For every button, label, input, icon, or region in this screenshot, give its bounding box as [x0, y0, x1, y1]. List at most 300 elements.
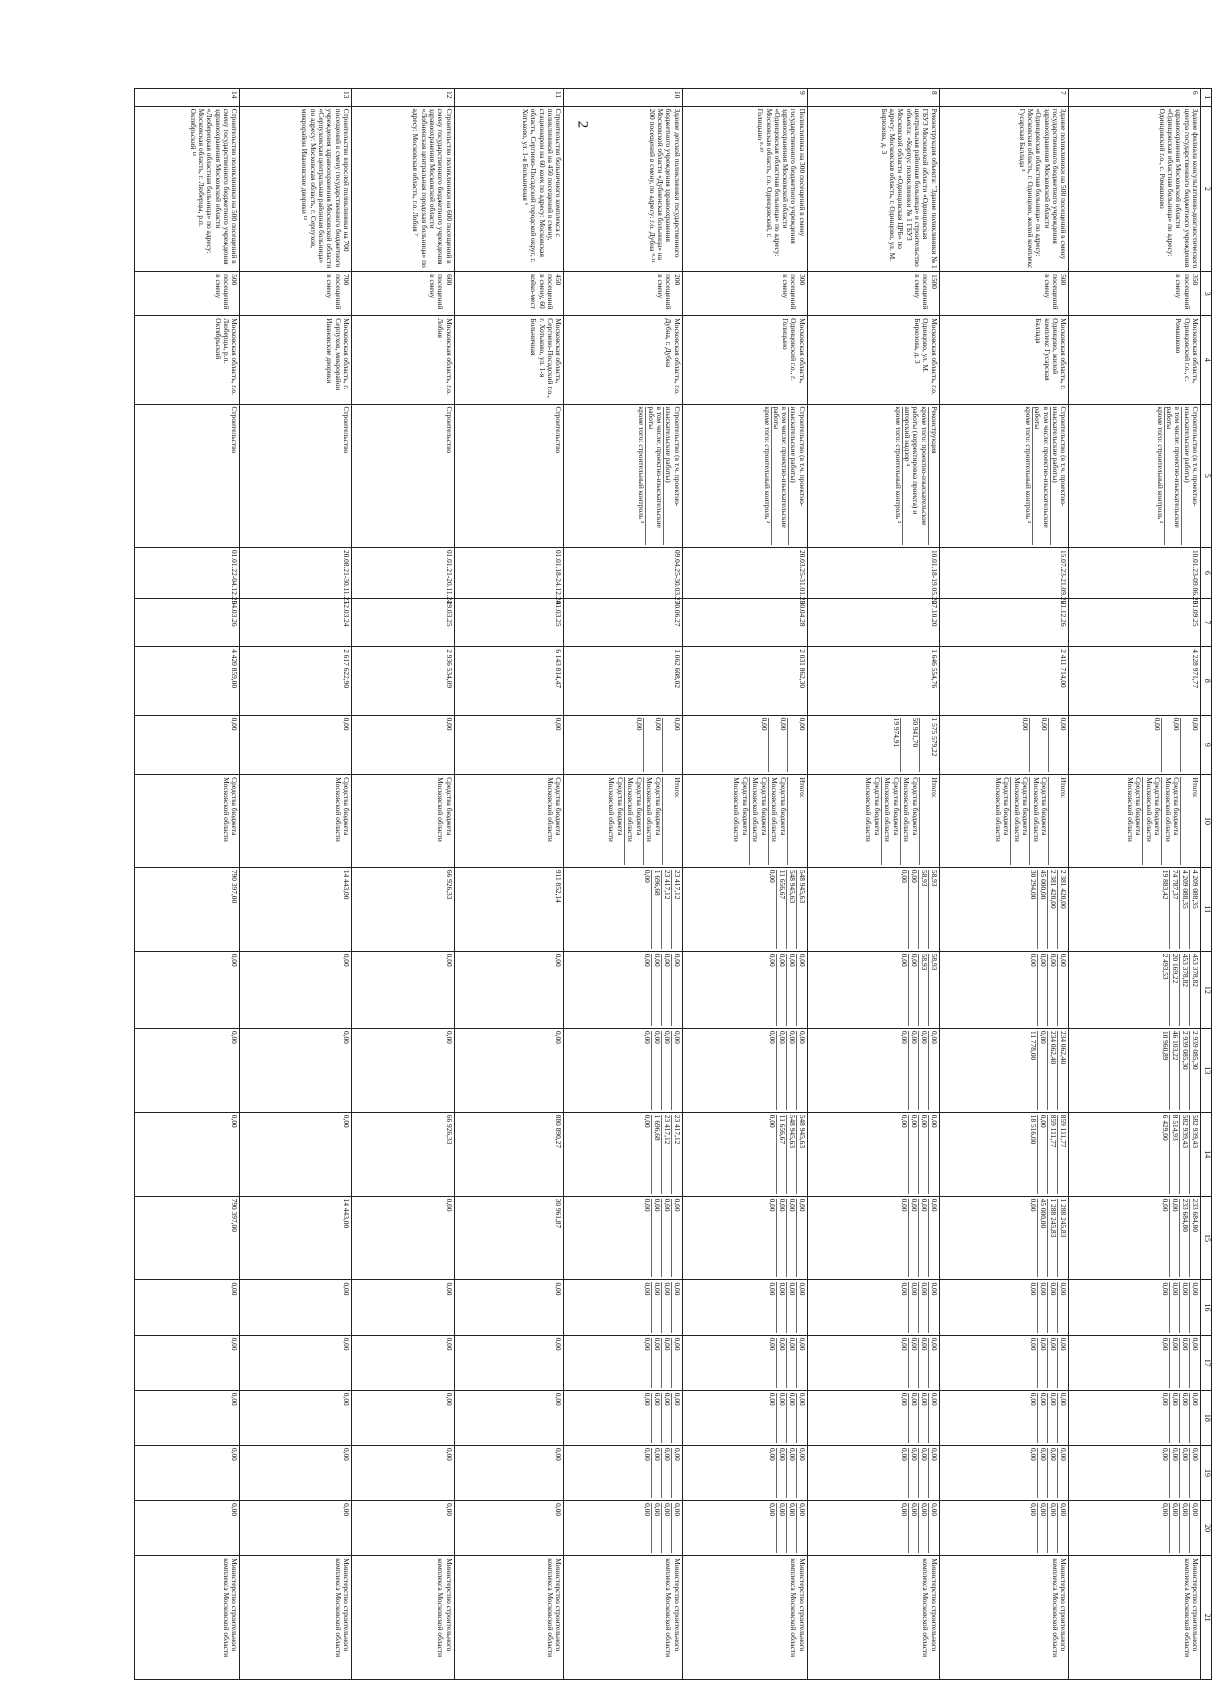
- amount-c14-line: 0,00: [230, 1114, 240, 1128]
- funding-source: [454, 775, 564, 868]
- amount-c13: [564, 1028, 682, 1112]
- work-type-line: Строительство (в т.ч. проектно-изыскательские работы): [664, 406, 682, 507]
- amount-c20-line: 0,00: [230, 1503, 240, 1517]
- amount-c13: [807, 1028, 939, 1112]
- estimated-cost: 1 646 554,76: [807, 647, 939, 715]
- amount-c16-line: 0,00: [662, 1282, 672, 1332]
- amount-c13-line: 0,00: [777, 1031, 787, 1110]
- amount-c20-line: 0,00: [777, 1503, 787, 1553]
- amount-c18-line: 0,00: [672, 1392, 682, 1406]
- column-number-row: [1201, 89, 1212, 1680]
- funded-amount-line: 0,00: [1191, 717, 1200, 731]
- work-type: [1069, 404, 1201, 547]
- amount-c15-line: 0,00: [929, 1198, 939, 1212]
- amount-c13-line: 0,00: [444, 1030, 454, 1044]
- amount-c14-line: 0,00: [919, 1115, 929, 1194]
- funded-amount-line: 19 974,91: [882, 718, 901, 773]
- amount-c17-line: 0,00: [899, 1338, 909, 1388]
- amount-c13-line: 11 778,00: [1028, 1031, 1038, 1110]
- amount-c18-line: 0,00: [1059, 1392, 1069, 1406]
- amount-c19-line: 0,00: [797, 1447, 807, 1461]
- amount-c14-line: 0,00: [1038, 1115, 1048, 1194]
- amount-c13: [240, 1028, 352, 1112]
- amount-c16: [682, 1280, 807, 1335]
- work-dates: 01.01.22-04.12.25: [135, 547, 240, 598]
- amount-c19: [939, 1445, 1069, 1500]
- amount-c13-line: 0,00: [787, 1031, 797, 1110]
- funded-amount: [807, 715, 939, 775]
- funded-amount-line: 0,00: [1162, 718, 1181, 773]
- amount-c15-line: 0,00: [777, 1199, 787, 1278]
- amount-c15: [1069, 1196, 1201, 1280]
- amount-c15-line: 0,00: [444, 1198, 454, 1212]
- amount-c15-line: 233 684,80: [1191, 1198, 1200, 1232]
- object-capacity: 350 посещений в смену: [1069, 272, 1201, 316]
- column-number-19: 19: [1201, 1445, 1212, 1500]
- column-number-8: 8: [1201, 647, 1212, 715]
- amount-c18: [807, 1390, 939, 1445]
- amount-c12-line: 0,00: [444, 953, 454, 967]
- amount-c18: [135, 1390, 240, 1445]
- amount-c12-line: 2 493,53: [1160, 954, 1170, 1026]
- table-row: [351, 89, 454, 1680]
- column-number-7: 7: [1201, 598, 1212, 647]
- amount-c19-line: 0,00: [444, 1447, 454, 1461]
- amount-c15: [682, 1196, 807, 1280]
- amount-c13-line: 234 062,40: [1048, 1031, 1058, 1110]
- object-capacity: 700 посещений в смену: [240, 272, 352, 316]
- amount-c16: [135, 1280, 240, 1335]
- amount-c15-line: 1 288 245,83: [1059, 1198, 1069, 1238]
- amount-c13-line: 2 939 085,30: [1180, 1031, 1190, 1110]
- amount-c19: [351, 1445, 454, 1500]
- work-type-line: Реконструкция: [929, 406, 939, 454]
- amount-c13-line: 0,00: [662, 1031, 672, 1110]
- amount-c18-line: 0,00: [642, 1393, 652, 1443]
- amount-c14-line: 23 417,12: [662, 1115, 672, 1194]
- estimated-cost: 2 411 714,00: [939, 647, 1069, 715]
- funded-amount-line: 0,00: [750, 718, 769, 773]
- amount-c16-line: 0,00: [1048, 1282, 1058, 1332]
- amount-c18-line: 0,00: [554, 1392, 564, 1406]
- amount-c13: [1069, 1028, 1201, 1112]
- amount-c11-line: 23 417,12: [662, 870, 672, 949]
- funding-source-line: Средства бюджета Московской области: [769, 777, 788, 865]
- amount-c16: [351, 1280, 454, 1335]
- amount-c13-line: 0,00: [341, 1030, 351, 1044]
- funded-amount: [1069, 715, 1201, 775]
- amount-c20: [682, 1501, 807, 1556]
- object-capacity: 1500 посещений в смену: [807, 272, 939, 316]
- funding-source: [564, 775, 682, 868]
- amount-c12-line: 0,00: [767, 954, 777, 1026]
- amount-c11: [454, 867, 564, 951]
- amount-c16-line: 0,00: [341, 1282, 351, 1296]
- amount-c11-line: 0,00: [909, 870, 919, 949]
- work-type-line: в том числе: проектно-изыскательские работы: [646, 407, 664, 545]
- amount-c12-line: 0,00: [787, 954, 797, 1026]
- column-number-12: 12: [1201, 951, 1212, 1028]
- amount-c11: [240, 867, 352, 951]
- customer: Министерство строительного комплекса Московской области: [351, 1556, 454, 1680]
- funded-amount-line: 0,00: [672, 717, 682, 731]
- amount-c19: [564, 1445, 682, 1500]
- amount-c12-line: 0,00: [672, 953, 682, 967]
- amount-c19: [1069, 1445, 1201, 1500]
- amount-c13-line: 0,00: [909, 1031, 919, 1110]
- amount-c15-line: 0,00: [642, 1199, 652, 1278]
- amount-c12-line: 0,00: [230, 953, 240, 967]
- funding-source-line: Средства бюджета Московской области: [750, 777, 769, 865]
- opening-date: 01.09.25: [1069, 598, 1201, 647]
- estimated-cost: 4 420 859,00: [135, 647, 240, 715]
- amount-c14: [682, 1112, 807, 1196]
- object-name: Строительство поликлиники на 500 посещений в смену государственного бюджетного учреждения здравоохранения Московской области «Люберецкая областная больница» по адресу: Московская область, г. Люберцы, р.п. Октябрьский ¹³: [135, 106, 240, 271]
- amount-c19: [807, 1445, 939, 1500]
- amount-c14-line: 18 516,00: [1028, 1115, 1038, 1194]
- column-number-15: 15: [1201, 1196, 1212, 1280]
- amount-c18-line: 0,00: [444, 1392, 454, 1406]
- amount-c16: [240, 1280, 352, 1335]
- amount-c14-line: 0,00: [899, 1115, 909, 1194]
- funding-source-line: Средства бюджета Московской области: [731, 777, 750, 865]
- amount-c17-line: 0,00: [1028, 1338, 1038, 1388]
- amount-c15-line: 790 397,00: [230, 1198, 240, 1232]
- amount-c17: [807, 1335, 939, 1390]
- funding-source-line: Итого:: [929, 777, 939, 798]
- amount-c11-line: 790 397,00: [230, 869, 240, 904]
- amount-c11-line: 0,00: [899, 870, 909, 949]
- amount-c17-line: 0,00: [1180, 1338, 1190, 1388]
- amount-c15-line: 0,00: [1160, 1199, 1170, 1278]
- column-number-10: 10: [1201, 775, 1212, 868]
- amount-c15-line: 0,00: [899, 1199, 909, 1278]
- object-address: Московская область, г.о. Дубна, г. Дубна: [564, 316, 682, 404]
- funded-amount-line: 0,00: [644, 718, 663, 773]
- column-number-4: 4: [1201, 316, 1212, 404]
- amount-c13-line: 0,00: [797, 1030, 807, 1044]
- amount-c20-line: 0,00: [1048, 1503, 1058, 1553]
- opening-date: 21.12.26: [939, 598, 1069, 647]
- estimated-cost: 2 936 534,09: [351, 647, 454, 715]
- estimated-cost: 2 031 862,30: [682, 647, 807, 715]
- work-type: [807, 404, 939, 547]
- amount-c15-line: 0,00: [919, 1199, 929, 1278]
- amount-c18-line: 0,00: [787, 1393, 797, 1443]
- amount-c11-line: 2 381 420,00: [1048, 870, 1058, 949]
- estimated-cost: 2 617 622,90: [240, 647, 352, 715]
- amount-c12: [1069, 951, 1201, 1028]
- amount-c13-line: 0,00: [642, 1031, 652, 1110]
- amount-c14-line: 1 696,68: [652, 1115, 662, 1194]
- amount-c19-line: 0,00: [1191, 1447, 1200, 1461]
- amount-c12-line: 0,00: [1059, 953, 1069, 967]
- amount-c19-line: 0,00: [1048, 1448, 1058, 1498]
- funded-amount: [939, 715, 1069, 775]
- amount-c16-line: 0,00: [899, 1282, 909, 1332]
- amount-c19-line: 0,00: [767, 1448, 777, 1498]
- amount-c15-line: 0,00: [672, 1198, 682, 1212]
- amount-c14: [1069, 1112, 1201, 1196]
- amount-c14: [939, 1112, 1069, 1196]
- object-name: Здание поликлиники на 500 посещений в смену государственного бюджетного учреждения здравоохранения Московской области «Одинцовская областная больница» по адресу: Московская область, г. Одинцово, жилой комплекс Гусарская Баллада ³: [939, 106, 1069, 271]
- amount-c16-line: 0,00: [1038, 1282, 1048, 1332]
- column-number-20: 20: [1201, 1501, 1212, 1556]
- object-capacity: 450 посещений в смену, 60 койко-мест: [454, 272, 564, 316]
- amount-c11: [351, 867, 454, 951]
- amount-c13: [454, 1028, 564, 1112]
- amount-c15-line: 0,00: [1028, 1199, 1038, 1278]
- amount-c13: [682, 1028, 807, 1112]
- amount-c19-line: 0,00: [662, 1448, 672, 1498]
- amount-c14-line: 880 890,27: [554, 1114, 564, 1149]
- funding-source-line: Итого:: [1059, 777, 1069, 798]
- amount-c11-line: 58,93: [919, 870, 929, 949]
- object-name: Строительство больничного комплекса с поликлиникой на 450 посещений в смену, стационаром на 60 коек по адресу: Московская область, Сергиево-Посадский городской округ, г. Хотьково, ул. 1-я Больничная ⁶: [454, 106, 564, 271]
- amount-c18-line: 0,00: [230, 1392, 240, 1406]
- amount-c16-line: 0,00: [554, 1282, 564, 1296]
- amount-c15-line: 0,00: [797, 1198, 807, 1212]
- amount-c16-line: 0,00: [1191, 1282, 1200, 1296]
- table-row: [682, 89, 807, 1680]
- amount-c11-line: 0,00: [642, 870, 652, 949]
- work-type-line: Строительство: [341, 406, 351, 454]
- amount-c15-line: 0,00: [909, 1199, 919, 1278]
- amount-c18: [454, 1390, 564, 1445]
- amount-c13-line: 0,00: [230, 1030, 240, 1044]
- funding-source: [682, 775, 807, 868]
- funded-amount-line: 0,00: [444, 717, 454, 731]
- work-dates: 01.01.21-20.11.24: [351, 547, 454, 598]
- column-number-2: 2: [1201, 106, 1212, 271]
- funding-source: [135, 775, 240, 868]
- work-type-line: кроме того: строительный контроль ²: [1155, 407, 1165, 545]
- amount-c19-line: 0,00: [1170, 1448, 1180, 1498]
- amount-c11-line: 548 945,63: [787, 870, 797, 949]
- amount-c12-line: 0,00: [777, 954, 787, 1026]
- funding-source: [351, 775, 454, 868]
- customer: Министерство строительного комплекса Московской области: [240, 1556, 352, 1680]
- amount-c11-line: 58,93: [929, 869, 939, 887]
- amount-c12: [939, 951, 1069, 1028]
- amount-c11-line: 74 787,37: [1170, 870, 1180, 949]
- amount-c11: [939, 867, 1069, 951]
- capital-construction-table: [134, 88, 1212, 1680]
- funding-source-line: Средства бюджета Московской области: [333, 777, 351, 842]
- customer: Министерство строительного комплекса Московской области: [1069, 1556, 1201, 1680]
- amount-c20-line: 0,00: [787, 1503, 797, 1553]
- amount-c17-line: 0,00: [1160, 1338, 1170, 1388]
- work-dates: 01.01.18-24.12.24: [454, 547, 564, 598]
- funding-source-line: Средства бюджета Московской области: [863, 777, 882, 865]
- amount-c17-line: 0,00: [554, 1337, 564, 1351]
- amount-c14-line: 582 939,43: [1191, 1114, 1200, 1149]
- work-type: [351, 404, 454, 547]
- funded-amount: [135, 715, 240, 775]
- amount-c11-line: 4 209 088,35: [1180, 870, 1190, 949]
- amount-c19-line: 0,00: [341, 1447, 351, 1461]
- amount-c20-line: 0,00: [1160, 1503, 1170, 1553]
- amount-c20: [939, 1501, 1069, 1556]
- object-address: Московская область, Одинцовский г.о., г. Голицыно: [682, 316, 807, 404]
- work-dates: 20.08.21-30.11.23: [240, 547, 352, 598]
- column-number-11: 11: [1201, 867, 1212, 951]
- amount-c20: [454, 1501, 564, 1556]
- amount-c12-line: 20 169,22: [1170, 954, 1180, 1026]
- amount-c11-line: 4 209 088,35: [1191, 869, 1200, 909]
- funding-source-line: Средства бюджета Московской области: [1030, 777, 1049, 865]
- work-type-line: Строительство: [444, 406, 454, 454]
- funded-amount-line: 0,00: [341, 717, 351, 731]
- amount-c19-line: 0,00: [1028, 1448, 1038, 1498]
- work-type-line: кроме того: проектно-изыскательские работы (корректировка проекта) и авторский надзор ⁴: [903, 407, 929, 545]
- row-number: 10: [564, 89, 682, 107]
- column-number-5: 5: [1201, 404, 1212, 547]
- amount-c12-line: 453 378,82: [1191, 953, 1200, 987]
- amount-c11-line: 0,00: [767, 870, 777, 949]
- object-name: Строительство поликлиники на 600 посещений в смену государственного бюджетного учреждения здравоохранения Московской области «Лобненская центральная городская больница» по адресу: Московская область, г.о. Лобня ⁷: [351, 106, 454, 271]
- amount-c11: [1069, 867, 1201, 951]
- amount-c17-line: 0,00: [1059, 1337, 1069, 1351]
- amount-c16-line: 0,00: [919, 1282, 929, 1332]
- table-body: [135, 89, 1201, 1680]
- amount-c16-line: 0,00: [642, 1282, 652, 1332]
- table-row: [240, 89, 352, 1680]
- amount-c15: [351, 1196, 454, 1280]
- amount-c19-line: 0,00: [1160, 1448, 1170, 1498]
- customer: Министерство строительного комплекса Московской области: [454, 1556, 564, 1680]
- amount-c20-line: 0,00: [1191, 1503, 1200, 1517]
- column-number-13: 13: [1201, 1028, 1212, 1112]
- amount-c16-line: 0,00: [929, 1282, 939, 1296]
- amount-c20-line: 0,00: [642, 1503, 652, 1553]
- object-name: Поликлиника на 300 посещений в смену государственного бюджетного учреждения здравоохранения Московской области «Одинцовская областная больница» по адресу: Московская область, г.о. Одинцовский, г. Голицыно ⁹·¹⁰: [682, 106, 807, 271]
- funding-source: [939, 775, 1069, 868]
- amount-c16: [564, 1280, 682, 1335]
- amount-c20-line: 0,00: [672, 1503, 682, 1517]
- opening-date: 30.04.28: [682, 598, 807, 647]
- amount-c19-line: 0,00: [777, 1448, 787, 1498]
- funded-amount-line: 0,00: [625, 718, 644, 773]
- amount-c12-line: 0,00: [1038, 954, 1048, 1026]
- amount-c17-line: 0,00: [230, 1337, 240, 1351]
- table-row: [454, 89, 564, 1680]
- amount-c16-line: 0,00: [777, 1282, 787, 1332]
- amount-c17-line: 0,00: [341, 1337, 351, 1351]
- amount-c20-line: 0,00: [919, 1503, 929, 1553]
- customer: Министерство строительного комплекса Московской области: [682, 1556, 807, 1680]
- object-address: Московская область, г. Серпухов, микрорайон Ивановские дворики: [240, 316, 352, 404]
- object-address: Московская область, Одинцовский г.о., с. Ромашково: [1069, 316, 1201, 404]
- amount-c12-line: 453 378,82: [1180, 954, 1190, 1026]
- opening-date: 04.03.26: [135, 598, 240, 647]
- estimated-cost: 1 062 608,02: [564, 647, 682, 715]
- amount-c14: [351, 1112, 454, 1196]
- amount-c16-line: 0,00: [230, 1282, 240, 1296]
- work-type-line: кроме того: строительный контроль ²: [1023, 407, 1033, 545]
- amount-c12-line: 58,93: [919, 954, 929, 1026]
- amount-c16-line: 0,00: [652, 1282, 662, 1332]
- amount-c19: [454, 1445, 564, 1500]
- amount-c17-line: 0,00: [1170, 1338, 1180, 1388]
- amount-c17: [564, 1335, 682, 1390]
- work-type: [135, 404, 240, 547]
- funded-amount-line: 0,00: [797, 717, 807, 731]
- table-row: [939, 89, 1069, 1680]
- amount-c17: [135, 1335, 240, 1390]
- amount-c16-line: 0,00: [1170, 1282, 1180, 1332]
- amount-c19: [240, 1445, 352, 1500]
- amount-c20-line: 0,00: [797, 1503, 807, 1517]
- funding-source-line: Средства бюджета Московской области: [882, 777, 901, 865]
- opening-date: 30.06.27: [564, 598, 682, 647]
- amount-c13-line: 0,00: [672, 1030, 682, 1044]
- amount-c16-line: 0,00: [444, 1282, 454, 1296]
- funded-amount: [351, 715, 454, 775]
- amount-c16: [1069, 1280, 1201, 1335]
- amount-c17-line: 0,00: [652, 1338, 662, 1388]
- amount-c15: [454, 1196, 564, 1280]
- amount-c11-line: 2 381 420,00: [1059, 869, 1069, 909]
- amount-c11-line: 19 883,42: [1160, 870, 1170, 949]
- amount-c20-line: 0,00: [929, 1503, 939, 1517]
- amount-c17-line: 0,00: [787, 1338, 797, 1388]
- amount-c18-line: 0,00: [909, 1393, 919, 1443]
- amount-c19-line: 0,00: [929, 1447, 939, 1461]
- funded-amount-line: 0,00: [769, 718, 788, 773]
- amount-c16-line: 0,00: [909, 1282, 919, 1332]
- amount-c15-line: 0,00: [787, 1199, 797, 1278]
- amount-c18-line: 0,00: [1191, 1392, 1200, 1406]
- funding-source-line: Средства бюджета Московской области: [436, 777, 454, 842]
- amount-c18-line: 0,00: [1160, 1393, 1170, 1443]
- amount-c18-line: 0,00: [662, 1393, 672, 1443]
- amount-c20: [807, 1501, 939, 1556]
- amount-c11: [564, 867, 682, 951]
- amount-c18-line: 0,00: [1180, 1393, 1190, 1443]
- amount-c15-line: 233 684,80: [1180, 1199, 1190, 1278]
- amount-c17-line: 0,00: [1038, 1338, 1048, 1388]
- amount-c19-line: 0,00: [919, 1448, 929, 1498]
- work-dates: 15.07.23-21.09.26: [939, 547, 1069, 598]
- amount-c15-line: 1 288 245,83: [1048, 1199, 1058, 1278]
- column-number-16: 16: [1201, 1280, 1212, 1335]
- amount-c13-line: 10 960,89: [1160, 1031, 1170, 1110]
- object-address: Московская область, г.о. Одинцово, ул. М. Бирюзова, д. 3: [807, 316, 939, 404]
- amount-c18-line: 0,00: [1048, 1393, 1058, 1443]
- amount-c15-line: 14 443,00: [341, 1198, 351, 1229]
- funded-amount-line: 0,00: [230, 717, 240, 731]
- amount-c13-line: 0,00: [1038, 1031, 1048, 1110]
- funded-amount-line: 1 575 579,22: [929, 717, 939, 757]
- amount-c11-line: 30 294,00: [1028, 870, 1038, 949]
- funded-amount-line: 0,00: [1011, 718, 1030, 773]
- funding-source-line: Средства бюджета Московской области: [1124, 777, 1143, 865]
- amount-c19-line: 0,00: [1059, 1447, 1069, 1461]
- table-row: [1069, 89, 1201, 1680]
- work-type: [454, 404, 564, 547]
- table-row: [807, 89, 939, 1680]
- amount-c14: [240, 1112, 352, 1196]
- object-address: Московская область, Сергиево-Посадский г.о., г. Хотьково, ул. 1-я Больничная: [454, 316, 564, 404]
- work-type-line: Строительство: [554, 406, 564, 454]
- amount-c17-line: 0,00: [777, 1338, 787, 1388]
- amount-c13-line: 0,00: [767, 1031, 777, 1110]
- amount-c20-line: 0,00: [1028, 1503, 1038, 1553]
- opening-date: 29.03.25: [351, 598, 454, 647]
- amount-c17-line: 0,00: [929, 1337, 939, 1351]
- amount-c18: [240, 1390, 352, 1445]
